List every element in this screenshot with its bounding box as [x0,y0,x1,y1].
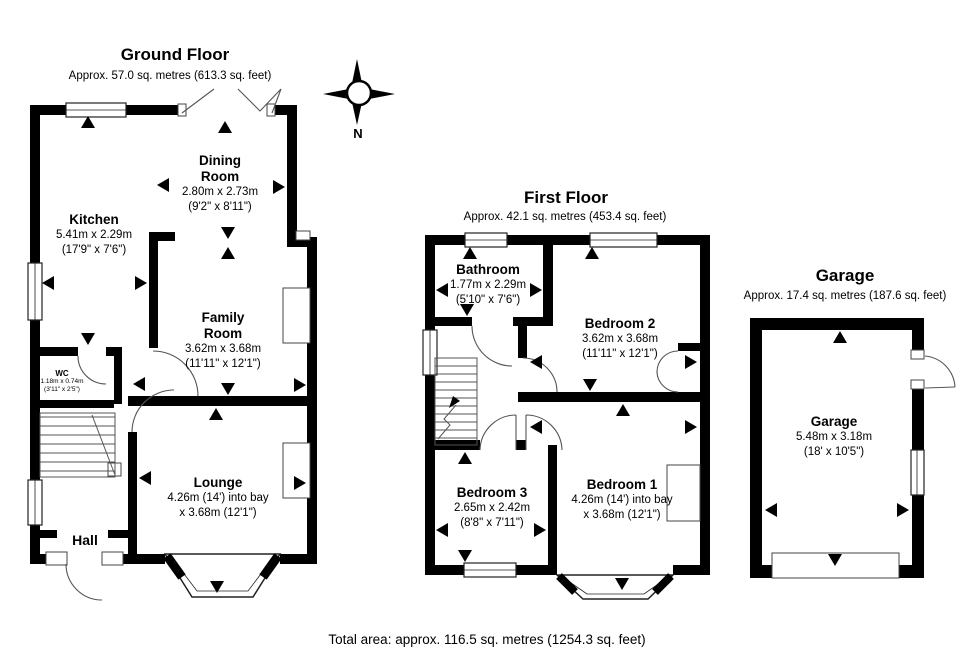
first-floor-subtitle: Approx. 42.1 sq. metres (453.4 sq. feet) [463,211,667,223]
ground-floor-plan [20,85,330,610]
room-label-lounge: Lounge 4.26m (14') into bay x 3.68m (12'1") [167,475,269,519]
ground-measure-arrows [42,116,306,593]
first-stairs [435,358,477,445]
garage-title: Garage [815,266,875,285]
garage-subtitle: Approx. 17.4 sq. metres (187.6 sq. feet) [743,290,947,302]
room-label-bedroom-3: Bedroom 3 2.65m x 2.42m (8'8" x 7'11") [453,485,531,529]
room-label-family-room: Family Room 3.62m x 3.68m (11'11" x 12'1") [184,310,262,370]
room-label-bathroom: Bathroom 1.77m x 2.29m (5'10" x 7'6") [449,262,527,306]
ground-bay-window [165,554,280,597]
room-label-wc: WC 1.18m x 0.74m (3'11" x 2'5") [40,369,84,393]
compass-rose-icon [320,55,400,135]
room-label-bedroom-2: Bedroom 2 3.62m x 3.68m (11'11" x 12'1") [581,316,659,360]
room-label-garage: Garage 5.48m x 3.18m (18' x 10'5") [795,414,873,458]
ground-floor-title: Ground Floor [120,45,230,64]
ground-fireplaces [283,288,310,498]
room-label-dining-room: Dining Room 2.80m x 2.73m (9'2" x 8'11") [181,153,259,213]
room-label-kitchen: Kitchen 5.41m x 2.29m (17'9" x 7'6") [55,212,133,256]
ground-stairs [40,413,115,477]
first-bay-window [557,575,673,599]
first-floor-title: First Floor [523,188,609,207]
garage-windows [911,450,924,495]
total-area-text: Total area: approx. 116.5 sq. metres (1254.3 sq. feet) [328,632,646,647]
ground-floor-subtitle: Approx. 57.0 sq. metres (613.3 sq. feet) [68,70,272,82]
room-label-hall: Hall [72,532,98,548]
french-doors [182,89,281,113]
compass-north-label: N [353,126,363,141]
room-label-bedroom-1: Bedroom 1 4.26m (14') into bay x 3.68m (12'1") [571,477,673,521]
garage-side-door [911,350,955,389]
